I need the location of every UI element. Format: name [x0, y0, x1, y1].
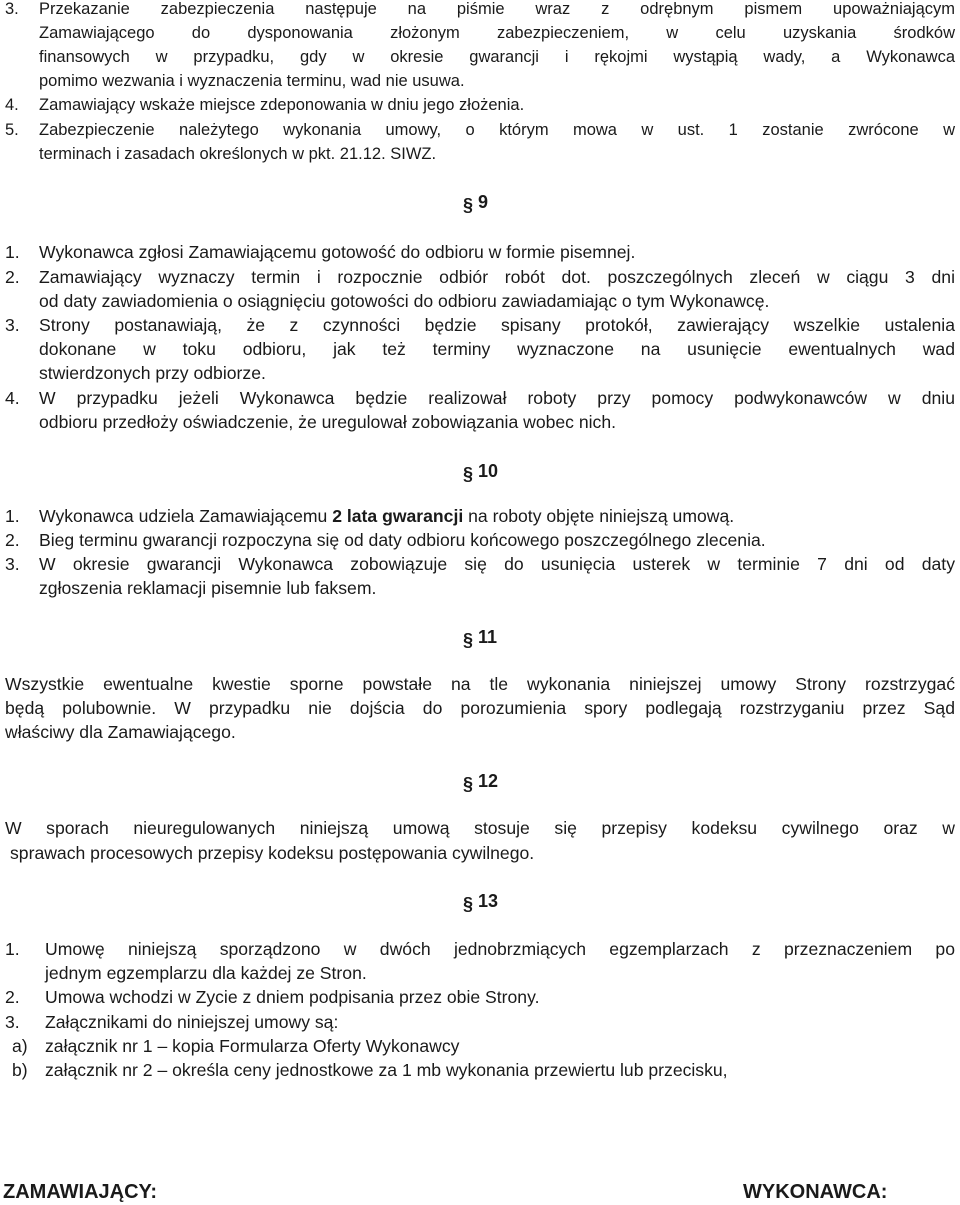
section-symbol: § [463, 464, 474, 484]
paragraph-line: właściwy dla Zamawiającego. [5, 722, 236, 742]
paragraph-line: W sporach nieuregulowanych niniejszą umową stosuje się przepisy kodeksu cywilnego oraz w [5, 818, 955, 838]
paragraph-line: finansowych w przypadku, gdy w okresie gwarancji i rękojmi wystąpią wady, a Wykonawca [39, 48, 955, 66]
section-symbol: § [463, 774, 474, 794]
attachment-letter: a) [12, 1036, 28, 1056]
warranty-period: 2 lata gwarancji [332, 506, 464, 526]
paragraph-line: będą polubownie. W przypadku nie dojścia do porozumienia spory podlegają rozstrzyganiu przez Sąd [5, 698, 955, 718]
paragraph-line: terminach i zasadach określonych w pkt. 21.12. SIWZ. [39, 145, 437, 163]
item-number: 5. [5, 121, 19, 139]
section-number: 12 [478, 771, 499, 791]
paragraph-line: jednym egzemplarzu dla każdej ze Stron. [45, 963, 367, 983]
section-heading [463, 192, 488, 213]
paragraph-line: W przypadku jeżeli Wykonawca będzie realizował roboty przy pomocy podwykonawców w dniu [39, 388, 955, 408]
item-number: 2. [5, 530, 20, 550]
section-number: 13 [478, 891, 499, 911]
paragraph-line: Zamawiającego do dysponowania złożonym zabezpieczeniem, w celu uzyskania środków [39, 24, 955, 42]
text-run: Wykonawca udziela Zamawiającemu [39, 506, 333, 526]
section-symbol: § [463, 894, 474, 914]
paragraph-line: Bieg terminu gwarancji rozpoczyna się od daty odbioru końcowego poszczególnego zlecenia. [39, 530, 766, 550]
paragraph-line: Umowa wchodzi w Zycie z dniem podpisania przez obie Strony. [45, 987, 540, 1007]
paragraph-line: Wykonawca zgłosi Zamawiającemu gotowość do odbioru w formie pisemnej. [39, 242, 636, 262]
paragraph-line: dokonane w toku odbioru, jak też terminy wyznaczone na usunięcie ewentualnych wad [39, 339, 955, 359]
attachment-item: załącznik nr 1 – kopia Formularza Oferty Wykonawcy [45, 1036, 460, 1056]
section-number: 9 [478, 192, 489, 212]
paragraph-line: Przekazanie zabezpieczenia następuje na piśmie wraz z odrębnym pismem upoważniającym [39, 0, 955, 18]
paragraph-line [39, 506, 734, 527]
section-number: 10 [478, 461, 499, 481]
paragraph-line: pomimo wezwania i wyznaczenia terminu, wad nie usuwa. [39, 72, 465, 90]
item-number: 1. [5, 242, 20, 262]
paragraph-line: sprawach procesowych przepisy kodeksu postępowania cywilnego. [10, 843, 535, 863]
paragraph-line: Zamawiający wskaże miejsce zdeponowania w dniu jego złożenia. [39, 96, 525, 114]
paragraph-line: Załącznikami do niniejszej umowy są: [45, 1012, 339, 1032]
section-number: 11 [478, 627, 498, 647]
item-number: 3. [5, 315, 20, 335]
section-heading [463, 461, 498, 482]
paragraph-line: Wszystkie ewentualne kwestie sporne powstałe na tle wykonania niniejszej umowy Strony rozstrzygać [5, 674, 955, 694]
item-number: 1. [5, 939, 20, 959]
item-number: 1. [5, 506, 20, 526]
item-number: 3. [5, 0, 19, 18]
attachment-item: załącznik nr 2 – określa ceny jednostkowe za 1 mb wykonania przewiertu lub przecisku, [45, 1060, 728, 1080]
item-number: 2. [5, 267, 20, 287]
paragraph-line: odbioru przedłoży oświadczenie, że uregulował zobowiązania wobec nich. [39, 412, 617, 432]
paragraph-line: od daty zawiadomienia o osiągnięciu gotowości do odbioru zawiadamiając o tym Wykonawcę. [39, 291, 770, 311]
item-number: 2. [5, 987, 20, 1007]
item-number: 3. [5, 554, 20, 574]
item-number: 4. [5, 388, 20, 408]
section-heading [463, 771, 498, 792]
paragraph-line: Umowę niniejszą sporządzono w dwóch jednobrzmiących egzemplarzach z przeznaczeniem po [45, 939, 955, 959]
paragraph-line: zgłoszenia reklamacji pisemnie lub faksem. [39, 578, 377, 598]
paragraph-line: W okresie gwarancji Wykonawca zobowiązuje się do usunięcia usterek w terminie 7 dni od daty [39, 554, 955, 574]
item-number: 4. [5, 96, 19, 114]
text-run: na roboty objęte niniejszą umową. [463, 506, 735, 526]
attachment-letter: b) [12, 1060, 28, 1080]
paragraph-line: Zamawiający wyznaczy termin i rozpocznie odbiór robót dot. poszczególnych zleceń w ciągu 3 dni [39, 267, 955, 287]
signature-label-contractor: WYKONAWCA: [743, 1181, 888, 1203]
paragraph-line: Strony postanawiają, że z czynności będzie spisany protokół, zawierający wszelkie ustalenia [39, 315, 955, 335]
section-heading [463, 891, 498, 912]
paragraph-line: Zabezpieczenie należytego wykonania umowy, o którym mowa w ust. 1 zostanie zwrócone w [39, 121, 955, 139]
item-number: 3. [5, 1012, 20, 1032]
section-symbol: § [463, 195, 474, 215]
paragraph-line: stwierdzonych przy odbiorze. [39, 363, 266, 383]
signature-label-ordering-party: ZAMAWIAJĄCY: [3, 1181, 158, 1203]
section-heading [463, 627, 497, 648]
section-symbol: § [463, 630, 474, 650]
